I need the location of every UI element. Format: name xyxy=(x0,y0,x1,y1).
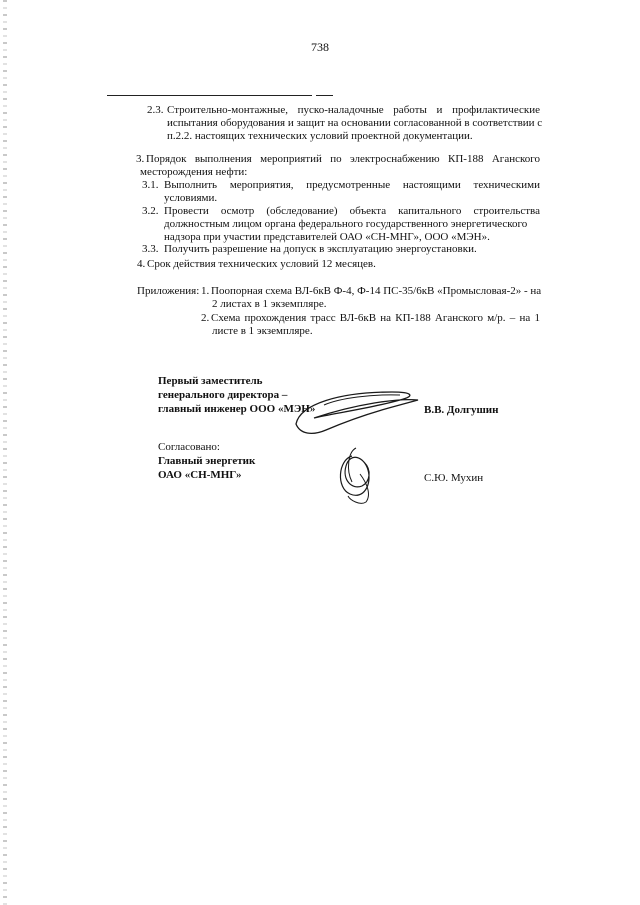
signatory-title-line: генерального директора – xyxy=(158,389,288,401)
attachment-line: Схема прохождения трасс ВЛ-6кВ на КП-188 Аганского м/р. – на 1 xyxy=(211,312,540,324)
attachment-line: листе в 1 экземпляре. xyxy=(212,325,313,337)
clause-line: месторождения нефти: xyxy=(140,166,248,178)
signatory-name-2: С.Ю. Мухин xyxy=(424,472,484,484)
clause-line: надзора при участии представителей ОАО «СН-МНГ», ООО «МЭН». xyxy=(164,231,490,243)
attachment-line: Поопорная схема ВЛ-6кВ Ф-4, Ф-14 ПС-35/6кВ «Промысловая-2» - на xyxy=(211,285,542,297)
signatory-title-line: главный инженер ООО «МЭН» xyxy=(158,403,316,415)
clause-number: 3. xyxy=(136,153,145,165)
clause-line: испытания оборудования и защит на основании согласованной в соответствии с xyxy=(167,117,543,129)
page-number: 738 xyxy=(311,40,329,54)
signatory-title-line: ОАО «СН-МНГ» xyxy=(158,469,242,481)
attachments-label: Приложения: xyxy=(137,285,200,297)
clause-line: Строительно-монтажные, пуско-наладочные работы и профилактические xyxy=(167,104,540,116)
signatory-title-line: Главный энергетик xyxy=(158,455,256,467)
signatory-title-line: Согласовано: xyxy=(158,441,220,453)
clause-number: 3.1. xyxy=(142,179,159,191)
clause-number: 3.3. xyxy=(142,243,159,255)
attachment-number: 2. xyxy=(201,312,210,324)
clause-line: Получить разрешение на допуск в эксплуатацию энергоустановки. xyxy=(164,243,477,255)
attachment-number: 1. xyxy=(201,285,210,297)
clause-line: Выполнить мероприятия, предусмотренные настоящими техническими xyxy=(164,179,540,191)
signatory-title-line: Первый заместитель xyxy=(158,375,263,387)
attachment-line: 2 листах в 1 экземпляре. xyxy=(212,298,327,310)
clause-number: 4. xyxy=(137,258,146,270)
clause-line: Порядок выполнения мероприятий по электроснабжению КП-188 Аганского xyxy=(146,153,540,165)
signatory-name-1: В.В. Долгушин xyxy=(424,404,499,416)
clause-line: п.2.2. настоящих технических условий проектной документации. xyxy=(167,130,473,142)
clause-line: Провести осмотр (обследование) объекта капитального строительства xyxy=(164,205,540,217)
clause-line: должностным лицом органа федерального государственного энергетического xyxy=(164,218,528,230)
clause-line: условиями. xyxy=(164,192,218,204)
clause-line: Срок действия технических условий 12 месяцев. xyxy=(147,258,376,270)
clause-number: 3.2. xyxy=(142,205,159,217)
clause-number: 2.3. xyxy=(147,104,164,116)
